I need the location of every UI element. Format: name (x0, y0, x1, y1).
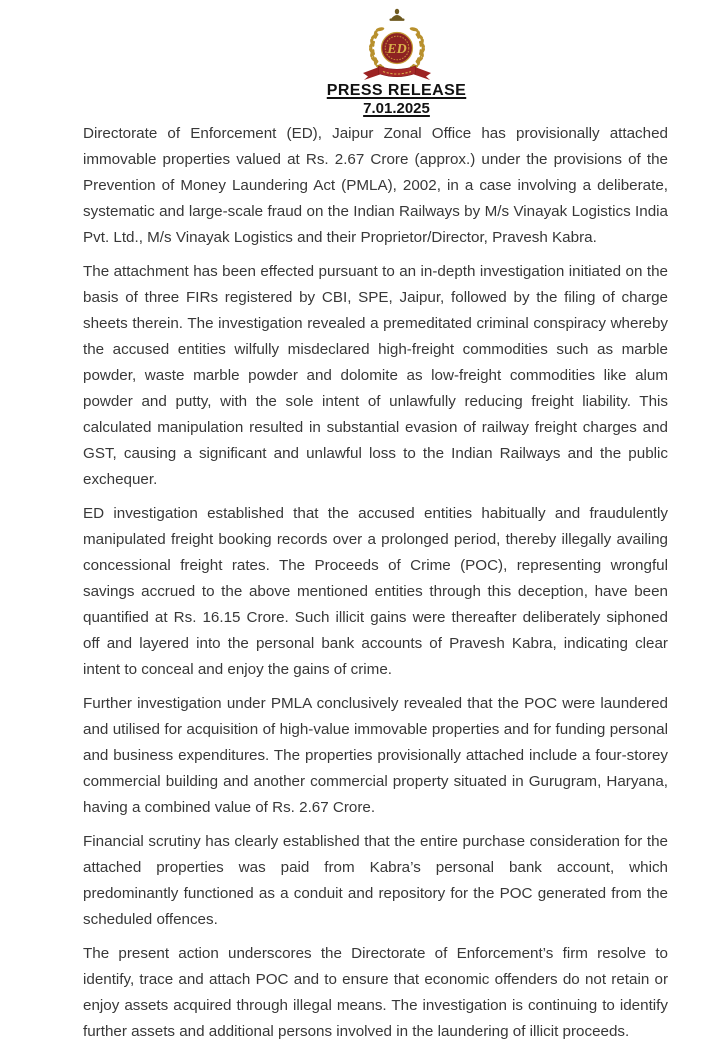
paragraph-proceeds-of-crime: ED investigation established that the accused entities habitually and fraudulently manipulated freight booking records over a prolonged period, thereby illegally availing concessional freight rates. The Proceeds of Crime (POC), representing wrongful savings accrued to the above mentioned entities through this deception, have been quantified at Rs. 16.15 Crore. Such illicit gains were thereafter deliberately siphoned off and layered into the personal bank accounts of Pravesh Kabra, indicating clear intent to conceal and enjoy the gains of crime. (83, 505, 668, 678)
paragraph-closing-statement: The present action underscores the Directorate of Enforcement’s firm resolve to identify, trace and attach POC and to ensure that economic offenders do not retain or enjoy assets acquired through illegal means. The investigation is continuing to identify further assets and additional persons involved in the laundering of illicit proceeds. (83, 945, 668, 1040)
paragraph-laundering-findings: Further investigation under PMLA conclusively revealed that the POC were laundered and utilised for acquisition of high-value immovable properties and for funding personal and business expenditures. The properties provisionally attached include a four-storey commercial building and another commercial property situated in Gurugram, Haryana, having a combined value of Rs. 2.67 Crore. (83, 695, 668, 816)
document-body (83, 121, 668, 1045)
press-release-title: PRESS RELEASE (326, 82, 467, 99)
press-release-date: 7.01.2025 (363, 100, 430, 117)
ed-emblem-icon (356, 8, 438, 82)
ed-monogram: ED (386, 42, 407, 57)
document-header (104, 0, 689, 117)
paragraph-investigation-basis: The attachment has been effected pursuant to an in-depth investigation initiated on the basis of three FIRs registered by CBI, SPE, Jaipur, followed by the filing of charge sheets therein. The investigation revealed a premeditated criminal conspiracy whereby the accused entities wilfully misdeclared high-freight commodities such as marble powder, waste marble powder and dolomite as low-freight commodities like alum powder and putty, with the sole intent of unlawfully reducing freight liability. This calculated manipulation resulted in substantial evasion of railway freight charges and GST, causing a significant and unlawful loss to the Indian Railways and the public exchequer. (83, 263, 668, 488)
paragraph-attachment-summary: Directorate of Enforcement (ED), Jaipur Zonal Office has provisionally attached immovable properties valued at Rs. 2.67 Crore (approx.) under the provisions of the Prevention of Money Laundering Act (PMLA), 2002, in a case involving a deliberate, systematic and large-scale fraud on the Indian Railways by M/s Vinayak Logistics India Pvt. Ltd., M/s Vinayak Logistics and their Proprietor/Director, Pravesh Kabra. (83, 125, 668, 246)
ashoka-emblem-icon (389, 9, 404, 21)
ed-seal-disc (381, 33, 412, 64)
ribbon-banner-icon (363, 66, 431, 80)
paragraph-financial-scrutiny: Financial scrutiny has clearly established that the entire purchase consideration for the attached properties was paid from Kabra’s personal bank account, which predominantly functioned as a conduit and repository for the POC generated from the scheduled offences. (83, 833, 668, 928)
